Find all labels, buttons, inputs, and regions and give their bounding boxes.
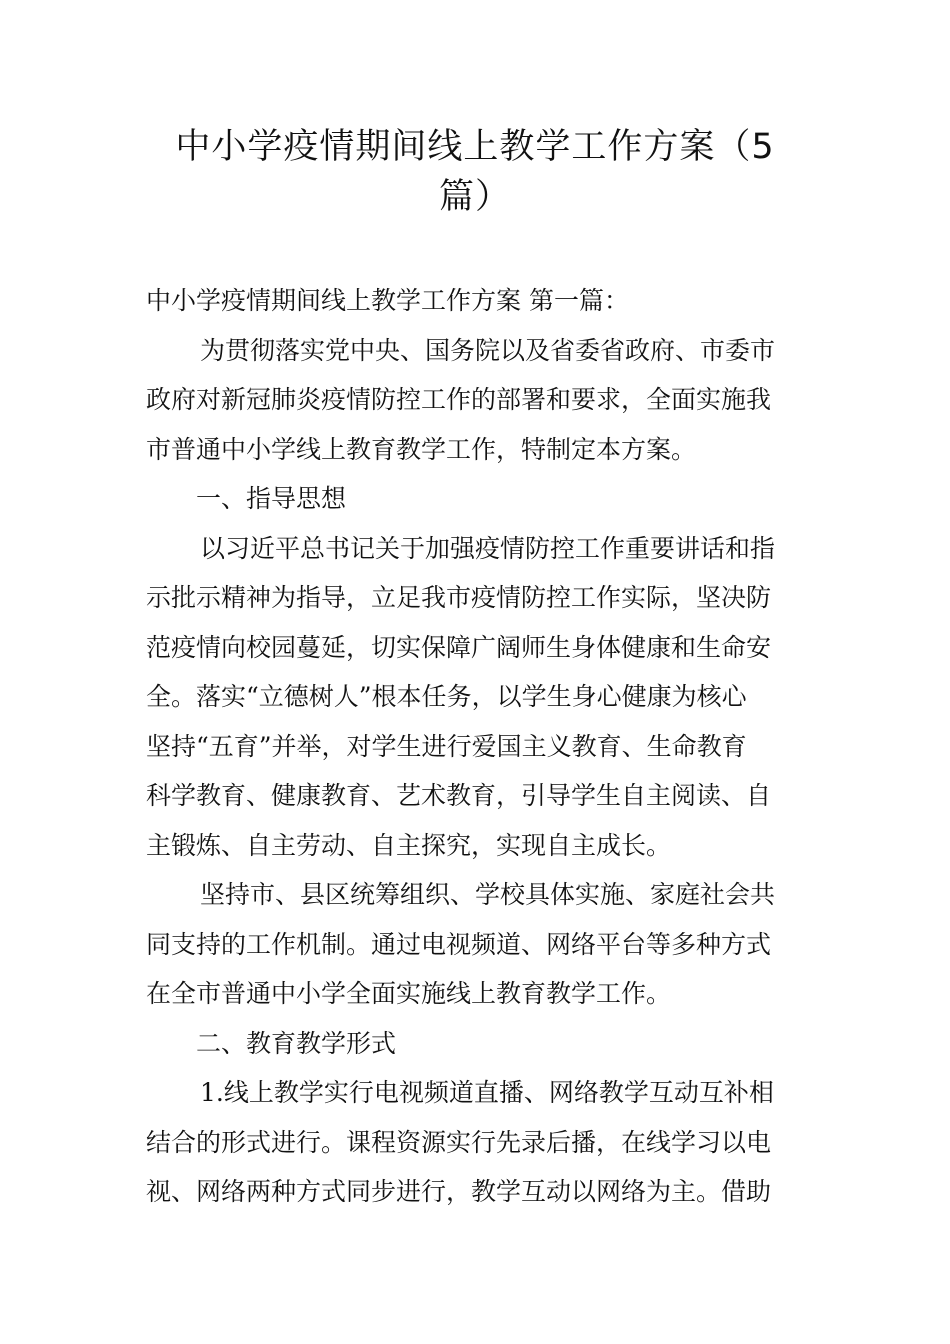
paragraph-line: 视、网络两种方式同步进行，教学互动以网络为主。借助 [146,1177,772,1206]
section-heading: 二、教育教学形式 [196,1028,397,1058]
paragraph-line: 范疫情向校园蔓延，切实保障广阔师生身体健康和生命安 [146,632,772,662]
document-body [146,276,806,1217]
paragraph-line: 科学教育、健康教育、艺术教育，引导学生自主阅读、自 [146,781,772,810]
document-title [140,122,810,222]
section-heading: 一、指导思想 [196,484,347,513]
paragraph-line: 在全市普通中小学全面实施线上教育教学工作。 [146,979,672,1008]
paragraph-line: 全。落实“立德树人”根本任务，以学生身心健康为核心 [146,682,747,711]
paragraph-line: 以习近平总书记关于加强疫情防控工作重要讲话和指 [200,533,776,563]
paragraph-line: 为贯彻落实党中央、国务院以及省委省政府、市委市 [200,335,776,365]
paragraph-line: 坚持“五育”并举，对学生进行爱国主义教育、生命教育 [146,731,747,761]
paragraph-line: 同支持的工作机制。通过电视频道、网络平台等多种方式 [146,929,772,959]
section-intro-line: 中小学疫情期间线上教学工作方案 第一篇： [146,286,629,315]
paragraph-line: 市普通中小学线上教育教学工作，特制定本方案。 [146,434,697,464]
paragraph-line: 主锻炼、自主劳动、自主探究，实现自主成长。 [146,830,672,860]
paragraph-line: 1.线上教学实行电视频道直播、网络教学互动互补相 [200,1078,774,1107]
paragraph-line: 示批示精神为指导，立足我市疫情防控工作实际，坚决防 [146,583,772,612]
paragraph-line: 政府对新冠肺炎疫情防控工作的部署和要求，全面实施我 [146,385,772,414]
paragraph-line: 结合的形式进行。课程资源实行先录后播，在线学习以电 [146,1127,772,1157]
title-line-1: 中小学疫情期间线上教学工作方案（5 [175,127,775,167]
title-line-2: 篇） [438,177,511,217]
paragraph-line: 坚持市、县区统筹组织、学校具体实施、家庭社会共 [200,880,776,909]
